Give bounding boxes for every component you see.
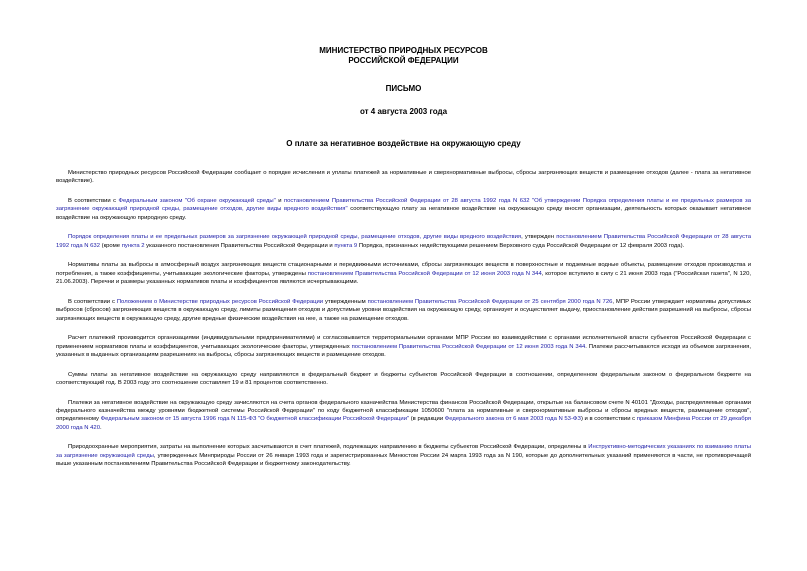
paragraph-8-text-4: .	[99, 424, 102, 431]
paragraph-3-text-3: указанного постановления Правительства Российской Федерации и	[144, 242, 335, 249]
link-resolution-726[interactable]: постановлением Правительства Российской Федерации от 25 сентября 2000 года N 726	[367, 298, 613, 305]
link-federal-law-115[interactable]: Федеральным законом от 15 августа 1996 года N 115-ФЗ "О бюджетной классификации Российской Федерации"	[100, 416, 410, 423]
ministry-line-1: МИНИСТЕРСТВО ПРИРОДНЫХ РЕСУРСОВ	[319, 46, 488, 55]
link-resolution-344-b[interactable]: постановлением Правительства Российской Федерации от 12 июня 2003 года N 344	[351, 343, 586, 350]
link-methodical-instructions[interactable]: Инструктивно-методических указаниях по взиманию платы за загрязнение окружающей среды	[56, 444, 751, 459]
paragraph-4	[56, 261, 751, 286]
paragraph-8-text-2: (в редакции	[409, 416, 445, 423]
ministry-name	[56, 0, 751, 66]
paragraph-2-text-2: и	[275, 198, 284, 204]
paragraph-5	[56, 298, 751, 323]
link-resolution-632[interactable]: постановлением Правительства Российской Федерации от 28 августа 1992 года N 632 "Об утверждении Порядка определения платы и ее предельных размеров за загрязнение окружающей природной среды, размещение отходов, другие виды вредного воздействия"	[56, 198, 751, 213]
link-ministry-regulation[interactable]: Положением о Министерстве природных ресурсов Российской Федерации	[116, 298, 324, 305]
paragraph-5-text-2: утвержденным	[323, 298, 368, 305]
paragraph-6	[56, 334, 751, 359]
paragraph-2-text-3: соответствующую плату за негативное воздействие на окружающую среду вносят организации, деятельность которых оказывает негативное воздействие на окружающую природную среду.	[56, 206, 751, 221]
paragraph-3-text-1: , утвержден	[521, 234, 557, 241]
document-type: ПИСЬМО	[385, 84, 422, 93]
paragraph-3-text-4: Порядка, признанных недействующими решением Верховного суда Российской Федерации от 12 февраля 2003 года).	[357, 242, 685, 249]
paragraph-7-text: Суммы платы за негативное воздействие на окружающую среду направляются в федеральный бюджет и бюджеты субъектов Российской Федерации в соотношении, определенном федеральным законом о федеральном бюджете на соответствующий год. В 2003 году это соотношение составляет 19 и 81 процентов соответственно.	[56, 371, 751, 387]
link-point-9[interactable]: пункта 9	[334, 242, 358, 249]
paragraph-4-text-1: Нормативы платы за выбросы в атмосферный воздух загрязняющих веществ стационарными и передвижными источниками, сбросы загрязняющих веществ в поверхностные и подземные водные объекты, размещение отходов производства и потребления, а также коэффициенты, учитывающие экологические факторы, утверждены	[56, 262, 751, 277]
link-minfin-order-420[interactable]: приказом Минфина России от 29 декабря 2000 года N 420	[56, 416, 751, 431]
document-date: от 4 августа 2003 года	[359, 107, 448, 116]
paragraph-7	[56, 371, 751, 388]
link-payment-procedure[interactable]: Порядок определения платы и ее предельных размеров за загрязнение окружающей природной среды, размещение отходов, другие виды вредного воздействия	[68, 234, 522, 241]
paragraph-6-text-2: . Платежи рассчитываются исходя из объемов загрязнения, указанных в выданных организациям разрешениях на выбросы, сбросы загрязняющих веществ и размещение отходов.	[56, 343, 751, 359]
paragraph-4-text-2: , которое вступило в силу с 21 июня 2003 года ("Российская газета", N 120, 21.06.2003). Перечни и размеры указанных нормативов платы и коэффициентов являются исчерпывающими.	[56, 270, 752, 286]
paragraph-6-text-1: Расчет платежей производится организациями (индивидуальными предпринимателями) и согласовывается территориальными органами МПР России во взаимодействии с органами исполнительной власти субъектов Российской Федерации с применением нормативов платы и коэффициентов, учитывающих экологические факторы, утвержденных	[56, 335, 751, 350]
document-title: О плате за негативное воздействие на окружающую среду	[286, 139, 521, 148]
paragraph-8-text-1: Платежи за негативное воздействие на окружающую среду зачисляются на счета органов федерального казначейства Министерства финансов Российской Федерации, открытые на балансовом счете N 40101 "Доходы, распределяемые органами федерального казначейства между уровнями бюджетной системы Российской Федерации" по коду бюджетной классификации 1050600 "плата за нормативные и сверхнормативные выбросы и сбросы вредных веществ, размещение отходов", определенному	[56, 399, 751, 423]
paragraph-5-text-1: В соответствии с	[68, 298, 117, 305]
paragraph-8-text-3: ) и в соответствии с	[580, 416, 637, 423]
document-body	[56, 169, 751, 469]
link-federal-law-environment[interactable]: Федеральным законом "Об охране окружающей среды"	[118, 198, 276, 204]
link-point-2[interactable]: пункта 2	[121, 242, 145, 249]
paragraph-9-text-1: Природоохранные мероприятия, затраты на выполнение которых засчитываются в счет платежей, подлежащих направлению в бюджеты субъектов Российской Федерации, определены в	[68, 444, 589, 451]
link-resolution-632-b[interactable]: постановлением Правительства Российской Федерации от 28 августа 1992 года N 632	[56, 234, 751, 249]
paragraph-1	[56, 169, 751, 186]
paragraph-3-text-2: (кроме	[99, 242, 122, 249]
paragraph-9-text-2: , утвержденных Минприроды России от 26 января 1993 года и зарегистрированных Минюстом России 24 марта 1993 года за N 190, которые до дополнительных указаний применяются в части, не противоречащей выше указанным постановлениям Правительства Российской Федерации и бюджетному законодательству.	[56, 452, 751, 468]
paragraph-9	[56, 443, 751, 468]
ministry-line-2: РОССИЙСКОЙ ФЕДЕРАЦИИ	[348, 56, 459, 65]
paragraph-8	[56, 399, 751, 433]
paragraph-3	[56, 233, 751, 250]
paragraph-2-text-1: В соответствии с	[68, 198, 119, 204]
link-resolution-344[interactable]: постановлением Правительства Российской Федерации от 12 июня 2003 года N 344	[307, 270, 542, 277]
paragraph-1-text: Министерство природных ресурсов Российской Федерации сообщает о порядке исчисления и уплаты платежей за нормативные и сверхнормативные выбросы, сбросы загрязняющих веществ и размещение отходов (далее - плата за негативное воздействие).	[56, 170, 751, 185]
link-federal-law-53[interactable]: Федерального закона от 6 мая 2003 года N 53-ФЗ	[444, 416, 581, 423]
paragraph-2	[56, 197, 751, 222]
paragraph-5-text-3: , МПР России утверждает нормативы допустимых выбросов (сбросов) загрязняющих веществ в окружающую среду, лимиты размещения отходов и допустимые уровни воздействия на окружающую среду, организует и осуществляет выдачу, приостановление действия разрешений на выбросы, сбросы загрязняющих веществ в окружающую среду, другие вредные физические воздействия на нее, а также на размещение отходов.	[56, 298, 751, 322]
